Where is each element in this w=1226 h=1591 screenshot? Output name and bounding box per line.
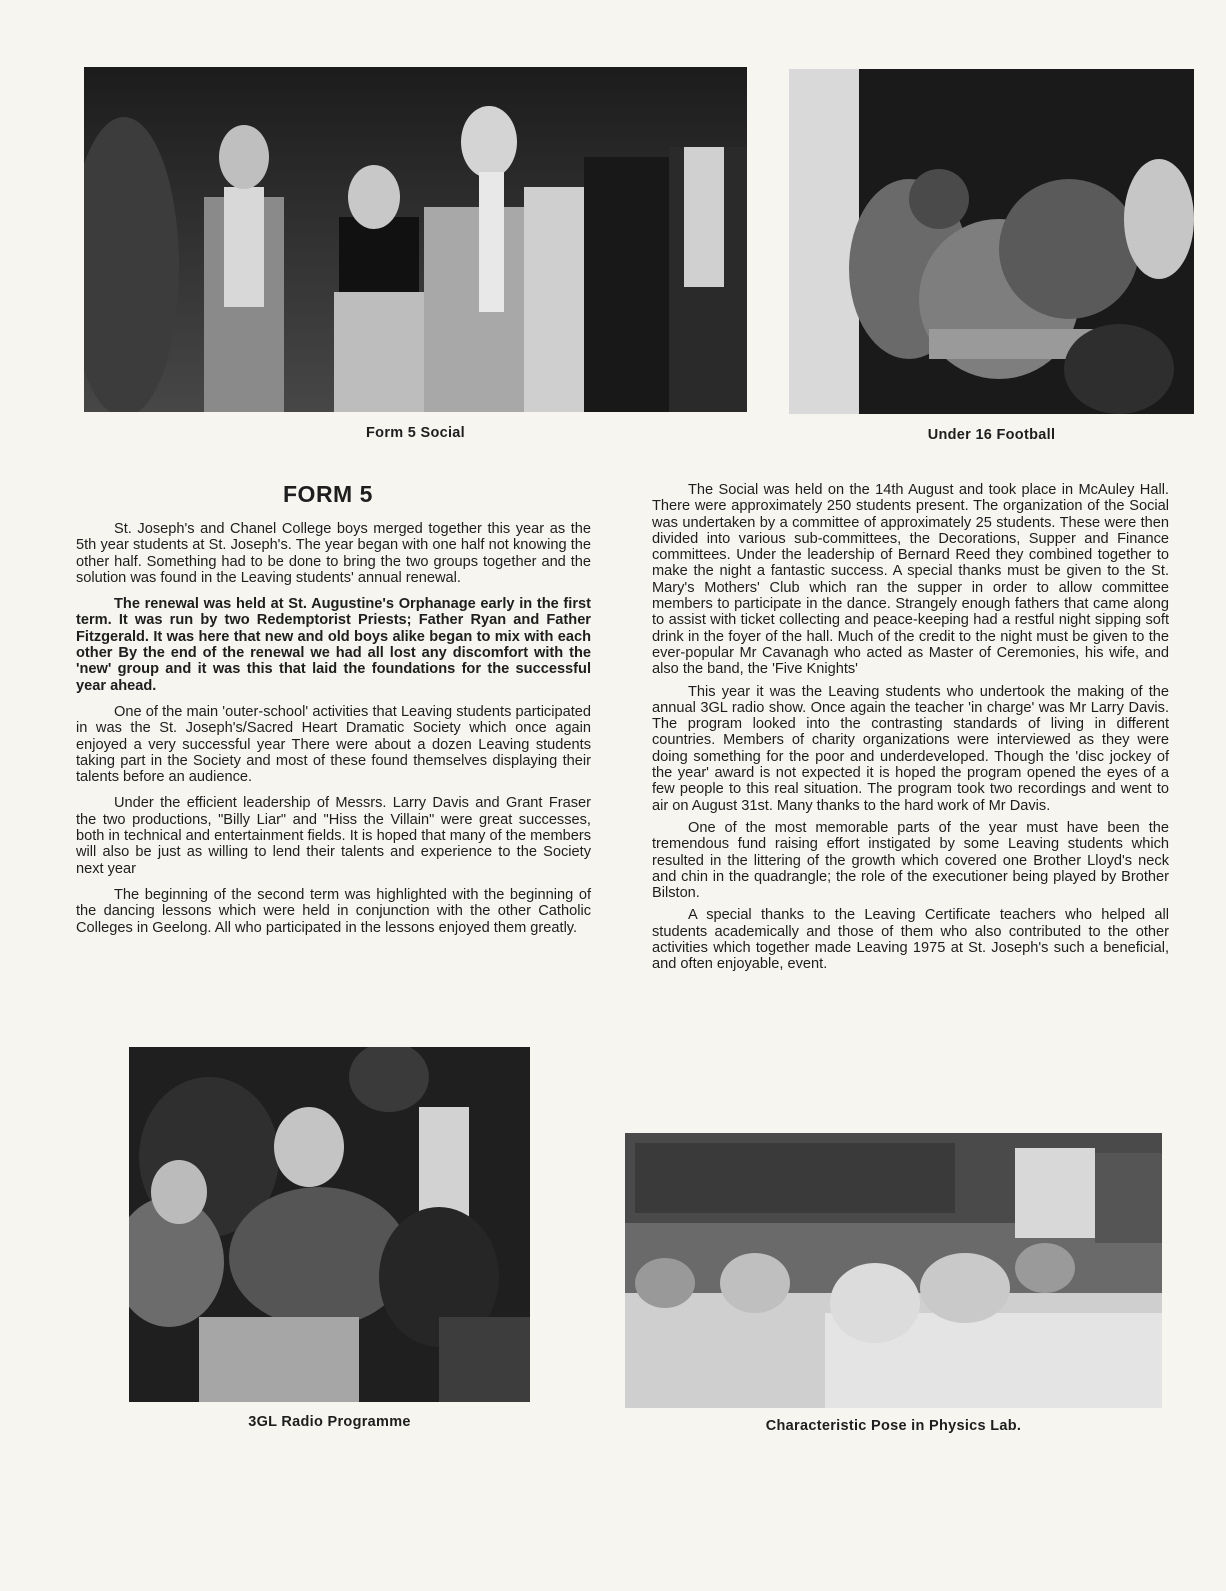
photo-under16-football-image: [789, 69, 1194, 414]
left-paragraph-1: St. Joseph's and Chanel College boys merged together this year as the 5th year students at St. Joseph's. The year began with one half not knowing the other half. Something had to be done to bring the two groups together and the solution was found in the Leaving students' annual renewal.: [76, 521, 591, 586]
left-paragraph-5: The beginning of the second term was highlighted with the beginning of the dancing lessons which were held in conjunction with the other Catholic Colleges in Geelong. All who participated in the lessons enjoyed them greatly.: [76, 886, 591, 936]
article-heading: FORM 5: [283, 481, 373, 507]
right-paragraph-4: A special thanks to the Leaving Certificate teachers who helped all students academically and those of them who also contributed to the other activities which together made Leaving 1975 at St. Joseph's such a beneficial, and often enjoyable, event.: [652, 907, 1169, 973]
photo-radio-programme-image: [129, 1047, 530, 1402]
caption-form5-social: Form 5 Social: [366, 425, 465, 441]
caption-under16-football: Under 16 Football: [927, 427, 1056, 443]
left-paragraph-3: One of the main 'outer-school' activities that Leaving students participated in was the St. Joseph's/Sacred Heart Dramatic Society which once again enjoyed a very successful year There were about a dozen Leaving students taking part in the Society and most of these found themselves displaying their talents before an audience.: [76, 703, 591, 786]
article-left-column: [76, 521, 591, 946]
right-paragraph-2: This year it was the Leaving students who undertook the making of the annual 3GL radio show. Once again the teacher 'in charge' was Mr Larry Davis. The program looked into the contrasting standards of living in different countries. Members of charity organizations were interviewed as they were doing something for the poor and underdeveloped. Though the 'disc jockey of the year' award is not expected it is hoped the program opened the eyes of a few people to this real situation. The program took two recordings and went to air on August 31st. Many thanks to the hard work of Mr Davis.: [652, 683, 1169, 814]
right-paragraph-1: The Social was held on the 14th August and took place in McAuley Hall. There were approximately 250 students present. The organization of the Social was undertaken by a committee of approximately 25 students. These were then divided into various sub-committees, the Decorations, Supper and Finance committees. Under the leadership of Bernard Reed they combined together to make the night a fantastic success. A special thanks must be given to the St. Mary's Mothers' Club which ran the supper in order to allow committee members to participate in the dance. Strangely enough fathers that came along to assist with ticket collecting and peace-keeping had a restful night sipping soft drink in the foyer of the hall. Much of the credit to the night must be given to the ever-popular Mr Cavanagh who acted as Master of Ceremonies, his wife, and also the band, the 'Five Knights': [652, 482, 1169, 678]
photo-physics-lab: [625, 1133, 1162, 1408]
caption-physics-lab: Characteristic Pose in Physics Lab.: [765, 1418, 1022, 1434]
photo-form5-social-image: [84, 67, 747, 412]
article-right-column: [652, 482, 1169, 979]
right-paragraph-3: One of the most memorable parts of the year must have been the tremendous fund raising effort instigated by some Leaving students which resulted in the littering of the growth which covered one Brother Lloyd's neck and chin in the quadrangle; the role of the executioner being played by Brother Bilston.: [652, 819, 1169, 902]
photo-under16-football: [789, 69, 1194, 414]
caption-radio-programme: 3GL Radio Programme: [248, 1414, 411, 1430]
photo-physics-lab-image: [625, 1133, 1162, 1408]
photo-radio-programme: [129, 1047, 530, 1402]
left-paragraph-2: The renewal was held at St. Augustine's Orphanage early in the first term. It was run by two Redemptorist Priests; Father Ryan and Father Fitzgerald. It was here that new and old boys alike began to mix with each other By the end of the renewal we had all lost any discomfort with the 'new' group and it was this that laid the foundations for the successful year ahead.: [76, 596, 591, 694]
photo-form5-social: [84, 67, 747, 412]
left-paragraph-4: Under the efficient leadership of Messrs. Larry Davis and Grant Fraser the two productions, "Billy Liar" and "Hiss the Villain" were great successes, both in technical and entertainment fields. It is hoped that many of the members will also be just as willing to lend their talents and experience to the Society next year: [76, 795, 591, 877]
